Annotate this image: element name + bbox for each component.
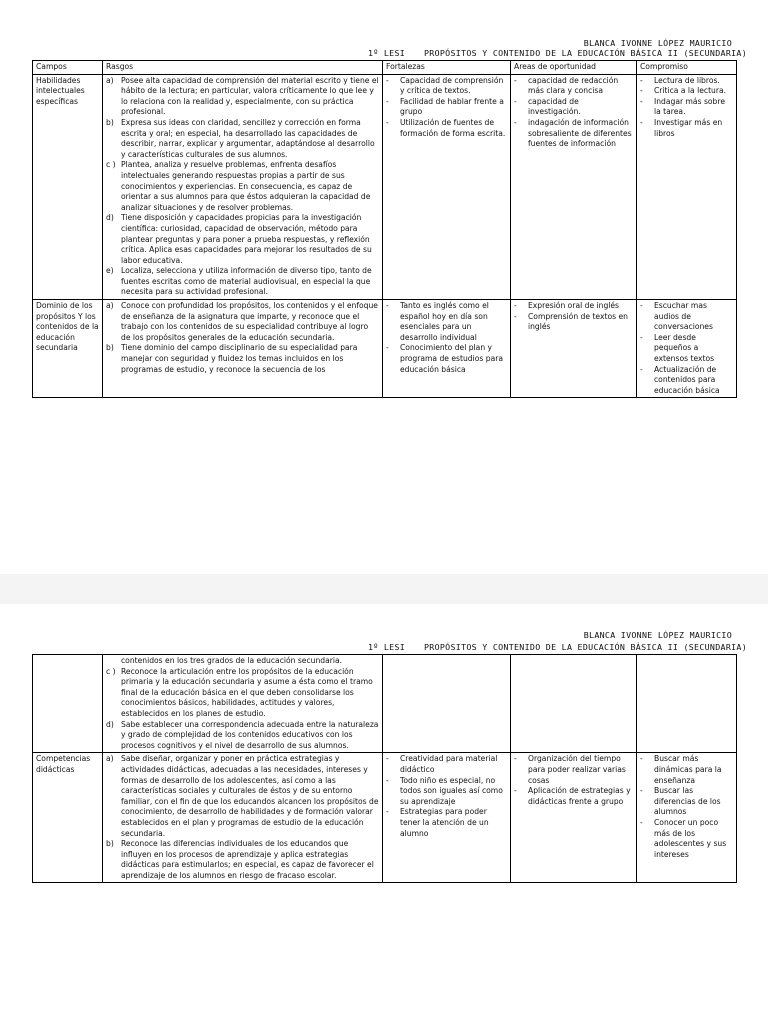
fortalezas-list xyxy=(386,301,507,375)
list-item: b) Expresa sus ideas con claridad, sencillez y corrección en forma escrita y oral; en especial, ha desarrollado las capacidades de describir, narrar, explicar y argumentar, adaptándose al desarrollo y características culturales de sus alumnos. xyxy=(106,117,375,159)
list-item: - Comprensión de textos en inglés xyxy=(514,311,628,332)
document-page-2 xyxy=(0,604,768,1024)
areas-cell xyxy=(511,753,637,883)
list-item: - Indagar más sobre la tarea. xyxy=(640,96,726,117)
fortalezas-cell xyxy=(383,655,511,753)
table-row xyxy=(33,655,737,753)
document-title: PROPÓSITOS Y CONTENIDO DE LA EDUCACIÓN BÁSICA II (SECUNDARIA) xyxy=(424,48,748,58)
list-item: a) Conoce con profundidad los propósitos, los contenidos y el enfoque de enseñanza de la asignatura que imparte, y reconoce que el trabajo con los contenidos de su especialidad contribuye al logro de los propósitos generales de la educación secundaria. xyxy=(106,301,378,342)
course-label: 1º LESI xyxy=(368,48,406,58)
compromiso-cell xyxy=(637,74,737,299)
list-item: c ) Plantea, analiza y resuelve problemas, enfrenta desafíos intelectuales generando respuestas propias a partir de sus conocimientos y experiencias. En consecuencia, es capaz de orientar a sus alumnos para que éstos adquieran la capacidad de analizar situaciones y de resolver problemas. xyxy=(106,160,371,212)
rasgos-list xyxy=(106,754,379,881)
table-row xyxy=(33,74,737,299)
list-item: - Escuchar mas audios de conversaciones xyxy=(640,301,713,332)
list-item: - Facilidad de hablar frente a grupo xyxy=(386,96,504,117)
list-item: - Estrategias para poder tener la atención de un alumno xyxy=(386,807,489,838)
areas-cell xyxy=(511,74,637,299)
areas-cell xyxy=(511,655,637,753)
list-item: contenidos en los tres grados de la educación secundaria. xyxy=(121,656,343,665)
list-item: - Conocimiento del plan y programa de estudios para educación básica xyxy=(386,343,504,374)
list-item: - Aplicación de estrategias y didácticas frente a grupo xyxy=(514,786,631,806)
rasgos-list xyxy=(106,656,379,751)
list-item: - Tanto es inglés como el español hoy en día son esenciales para un desarrollo individual xyxy=(386,301,489,342)
list-item: - Organización del tiempo para poder realizar varias cosas xyxy=(514,754,626,785)
list-item: d) Tiene disposición y capacidades propicias para la investigación científica: curiosidad, capacidad de observación, método para plantear preguntas y para poner a prueba respuestas, y reflexión crítica. Aplica esas capacidades para mejorar los resultados de su labor educativa. xyxy=(106,213,372,265)
compromiso-cell xyxy=(637,300,737,398)
rasgos-cell xyxy=(103,655,383,753)
list-item: - Conocer un poco más de los adolescentes y sus intereses xyxy=(640,817,727,859)
list-item: - capacidad de investigación. xyxy=(514,96,581,117)
list-item: b) Tiene dominio del campo disciplinario de su especialidad para manejar con seguridad y fluidez los temas incluidos en los programas de estudio, y reconoce la secuencia de los xyxy=(106,343,358,374)
campo-cell: Competencias didácticas xyxy=(33,753,103,883)
column-header-compromiso: Compromiso xyxy=(637,61,737,75)
document-title: PROPÓSITOS Y CONTENIDO DE LA EDUCACIÓN BÁSICA II (SECUNDARIA) xyxy=(424,642,748,652)
column-header-fortalezas: Fortalezas xyxy=(383,61,511,75)
fortalezas-cell xyxy=(383,300,511,398)
list-item: - indagación de información sobresaliente de diferentes fuentes de información xyxy=(514,117,632,149)
rasgos-list xyxy=(106,301,379,375)
rasgos-cell xyxy=(103,753,383,883)
list-item: - Utilización de fuentes de formación de forma escrita. xyxy=(386,117,506,138)
list-item: - Lectura de libros. xyxy=(640,75,720,85)
areas-list xyxy=(514,754,633,807)
document-subheader xyxy=(368,642,747,652)
author-name: BLANCA IVONNE LÓPEZ MAURICIO xyxy=(583,38,732,48)
list-item: - Expresión oral de inglés xyxy=(514,301,620,311)
areas-cell xyxy=(511,300,637,398)
list-item: e) Localiza, selecciona y utiliza información de diverso tipo, tanto de fuentes escritas como de material audiovisual, en especial la que necesita para su actividad profesional. xyxy=(106,266,372,297)
list-item: b) Reconoce las diferencias individuales de los educandos que influyen en los procesos de aprendizaje y aplica estrategias didácticas para estimularlos; en especial, es capaz de favorecer el aprendizaje de los alumnos en riesgo de fracaso escolar. xyxy=(106,839,374,880)
rasgos-cell xyxy=(103,300,383,398)
areas-list xyxy=(514,301,633,333)
list-item: - capacidad de redacción más clara y concisa xyxy=(514,75,619,96)
table-row xyxy=(33,753,737,883)
fortalezas-list xyxy=(386,754,507,839)
table-header-row xyxy=(33,61,737,75)
campo-cell: Habilidades intelectuales específicas xyxy=(33,74,103,299)
course-label: 1º LESI xyxy=(368,642,406,652)
fortalezas-cell xyxy=(383,74,511,299)
list-item: - Buscar más dinámicas para la enseñanza xyxy=(640,754,722,785)
compromiso-list xyxy=(640,76,733,140)
page-gap xyxy=(0,574,768,604)
column-header-campos: Campos xyxy=(33,61,103,75)
compromiso-list xyxy=(640,301,733,396)
list-item: - Capacidad de comprensión y crítica de textos. xyxy=(386,75,504,96)
profile-table-page-1 xyxy=(32,60,737,398)
areas-list xyxy=(514,76,633,150)
table-row xyxy=(33,300,737,398)
column-header-rasgos: Rasgos xyxy=(103,61,383,75)
list-item: - Creatividad para material didáctico xyxy=(386,754,498,774)
rasgos-list xyxy=(106,76,379,298)
list-item: - Todo niño es especial, no todos son iguales así como su aprendizaje xyxy=(386,775,503,806)
list-item: - Critica a la lectura. xyxy=(640,86,727,96)
list-item: a) Sabe diseñar, organizar y poner en práctica estrategias y actividades didácticas, adecuadas a las necesidades, intereses y formas de desarrollo de los adolescentes, así como a las características sociales y culturales de éstos y de su entorno familiar, con el fin de que los educandos alcancen los propósitos de conocimiento, de desarrollo de habilidades y de formación valorar establecidos en el plan y programas de estudio de la educación secundaria. xyxy=(106,754,379,838)
list-item: - Buscar las diferencias de los alumnos xyxy=(640,786,721,817)
fortalezas-cell xyxy=(383,753,511,883)
list-item: - Actualización de contenidos para educación básica xyxy=(640,364,720,395)
list-item: - Investigar más en libros xyxy=(640,117,723,138)
column-header-areas: Areas de oportunidad xyxy=(511,61,637,75)
campo-cell: Dominio de los propósitos Y los contenidos de la educación secundaria xyxy=(33,300,103,398)
document-subheader xyxy=(368,48,747,58)
compromiso-cell xyxy=(637,655,737,753)
campo-cell xyxy=(33,655,103,753)
list-item: d) Sabe establecer una correspondencia adecuada entre la naturaleza y grado de complejidad de los contenidos educativos con los procesos cognitivos y el nivel de desarrollo de sus alumnos. xyxy=(106,719,379,750)
profile-table-page-2 xyxy=(32,654,737,883)
compromiso-list xyxy=(640,754,733,860)
rasgos-cell xyxy=(103,74,383,299)
author-name: BLANCA IVONNE LÓPEZ MAURICIO xyxy=(583,630,732,640)
list-item: a) Posee alta capacidad de comprensión del material escrito y tiene el hábito de la lectura; en particular, valora críticamente lo que lee y lo relaciona con la realidad y, especialmente, con su práctica profesional. xyxy=(106,75,379,117)
list-item: c ) Reconoce la articulación entre los propósitos de la educación primaria y la educación secundaria y asume a ésta como el tramo final de la educación básica en el que deben consolidarse los conocimientos básicos, habilidades, actitudes y valores, establecidos en los planes de estudio. xyxy=(106,666,373,718)
fortalezas-list xyxy=(386,76,507,140)
list-item: - Leer desde pequeños a extensos textos xyxy=(640,332,715,364)
compromiso-cell xyxy=(637,753,737,883)
